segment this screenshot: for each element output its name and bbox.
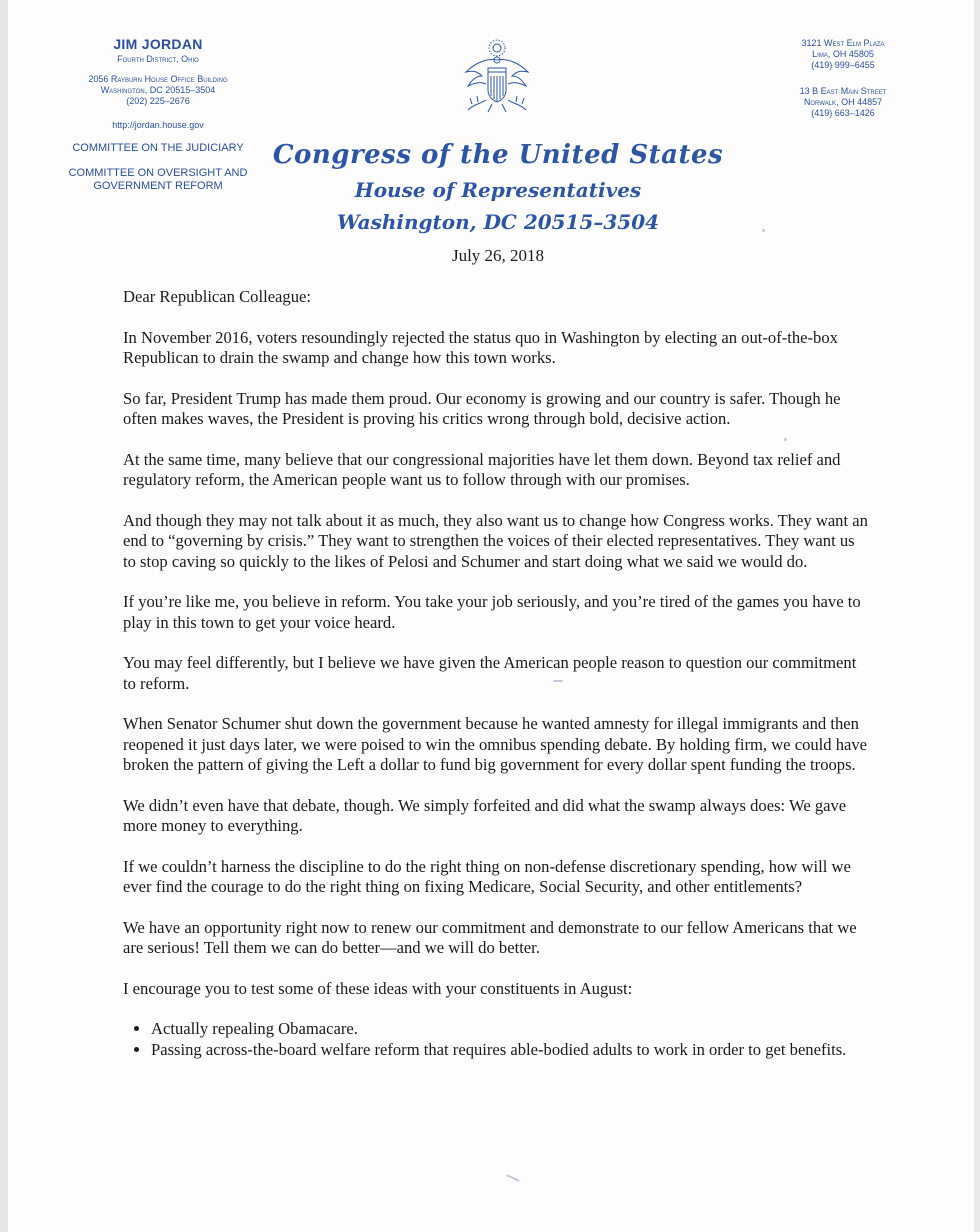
paragraph: When Senator Schumer shut down the government because he wanted amnesty for illegal immigrants and then reopened it just days later, we were poised to win the omnibus spending debate. By holding firm, we could have broken the pattern of giving the Left a dollar to fund big government for every dollar spent funding the troops. [123,714,868,774]
salutation: Dear Republican Colleague: [123,287,311,306]
paragraph: So far, President Trump has made them proud. Our economy is growing and our country is safer. Though he often makes waves, the President is proving his critics wrong through bold, decisive action. [123,388,841,428]
lima-office [768,38,918,71]
dc-office-line1: 2056 Rayburn House Office Building [88,74,228,84]
paragraph: You may feel differently, but I believe we have given the American people reason to question our commitment to reform. [123,653,857,693]
lima-line1: 3121 West Elm Plaza [801,38,885,48]
list-item: • Actually repealing Obamacare. [151,1019,868,1040]
committee-oversight-line1: COMMITTEE ON OVERSIGHT AND [68,167,248,179]
norwalk-phone: (419) 663–1426 [811,108,875,118]
letterhead-house: House of Representatives [354,178,642,202]
list-item: • Passing across-the-board welfare reform that requires able-bodied adults to work in order to get benefits. [151,1040,868,1061]
paragraph: We didn’t even have that debate, though. We simply forfeited and did what the swamp always does: We gave more money to everything. [123,795,847,835]
member-district: Fourth District, Ohio [117,54,199,64]
paragraph: At the same time, many believe that our congressional majorities have let them down. Beyond tax relief and regulatory reform, the American people want us to follow through with our promises. [123,449,841,489]
paragraph: And though they may not talk about it as much, they also want us to change how Congress works. They want an end to “governing by crisis.” They want to strengthen the voices of their elected representatives. They want us to stop caving so quickly to the likes of Pelosi and Schumer and start doing what we said we would do. [123,510,868,571]
norwalk-line1: 13 B East Main Street [799,86,887,96]
lima-phone: (419) 999–6455 [811,60,875,70]
paragraph: If we couldn’t harness the discipline to do the right thing on non-defense discretionary spending, how will we ever find the courage to do the right thing on fixing Medicare, Social Security, and other entitlements? [123,856,851,896]
dc-office-phone: (202) 225–2676 [126,96,190,106]
member-name: JIM JORDAN [113,36,203,52]
lima-line2: Lima, OH 45805 [812,49,874,59]
dc-office-address [58,74,258,107]
paragraph: If you’re like me, you believe in reform. You take your job seriously, and you’re tired of the games you have to play in this town to get your voice heard. [123,592,861,632]
dc-office-line2: Washington, DC 20515–3504 [100,85,216,95]
great-seal-eagle-icon [458,38,536,116]
member-website: http://jordan.house.gov [112,120,204,130]
paragraph: I encourage you to test some of these ideas with your constituents in August: [123,978,633,998]
paragraph: In November 2016, voters resoundingly rejected the status quo in Washington by electing an out-of-the-box Republican to drain the swamp and change how this town works. [123,327,838,367]
committee-oversight-line2: GOVERNMENT REFORM [93,180,223,192]
letterhead-address: Washington, DC 20515–3504 [336,210,660,234]
committee-judiciary: COMMITTEE ON THE JUDICIARY [72,142,244,154]
district-offices [768,38,918,119]
norwalk-line2: Norwalk, OH 44857 [803,97,883,107]
paragraph: We have an opportunity right now to renew our commitment and demonstrate to our fellow Americans that we are serious! Tell them we can do better—and we will do better. [123,917,857,957]
letterhead-congress: Congress of the United States [272,140,724,170]
idea-list [123,1019,868,1060]
norwalk-office [768,86,918,119]
letter-date: July 26, 2018 [451,246,545,265]
letter-body [123,287,868,1060]
